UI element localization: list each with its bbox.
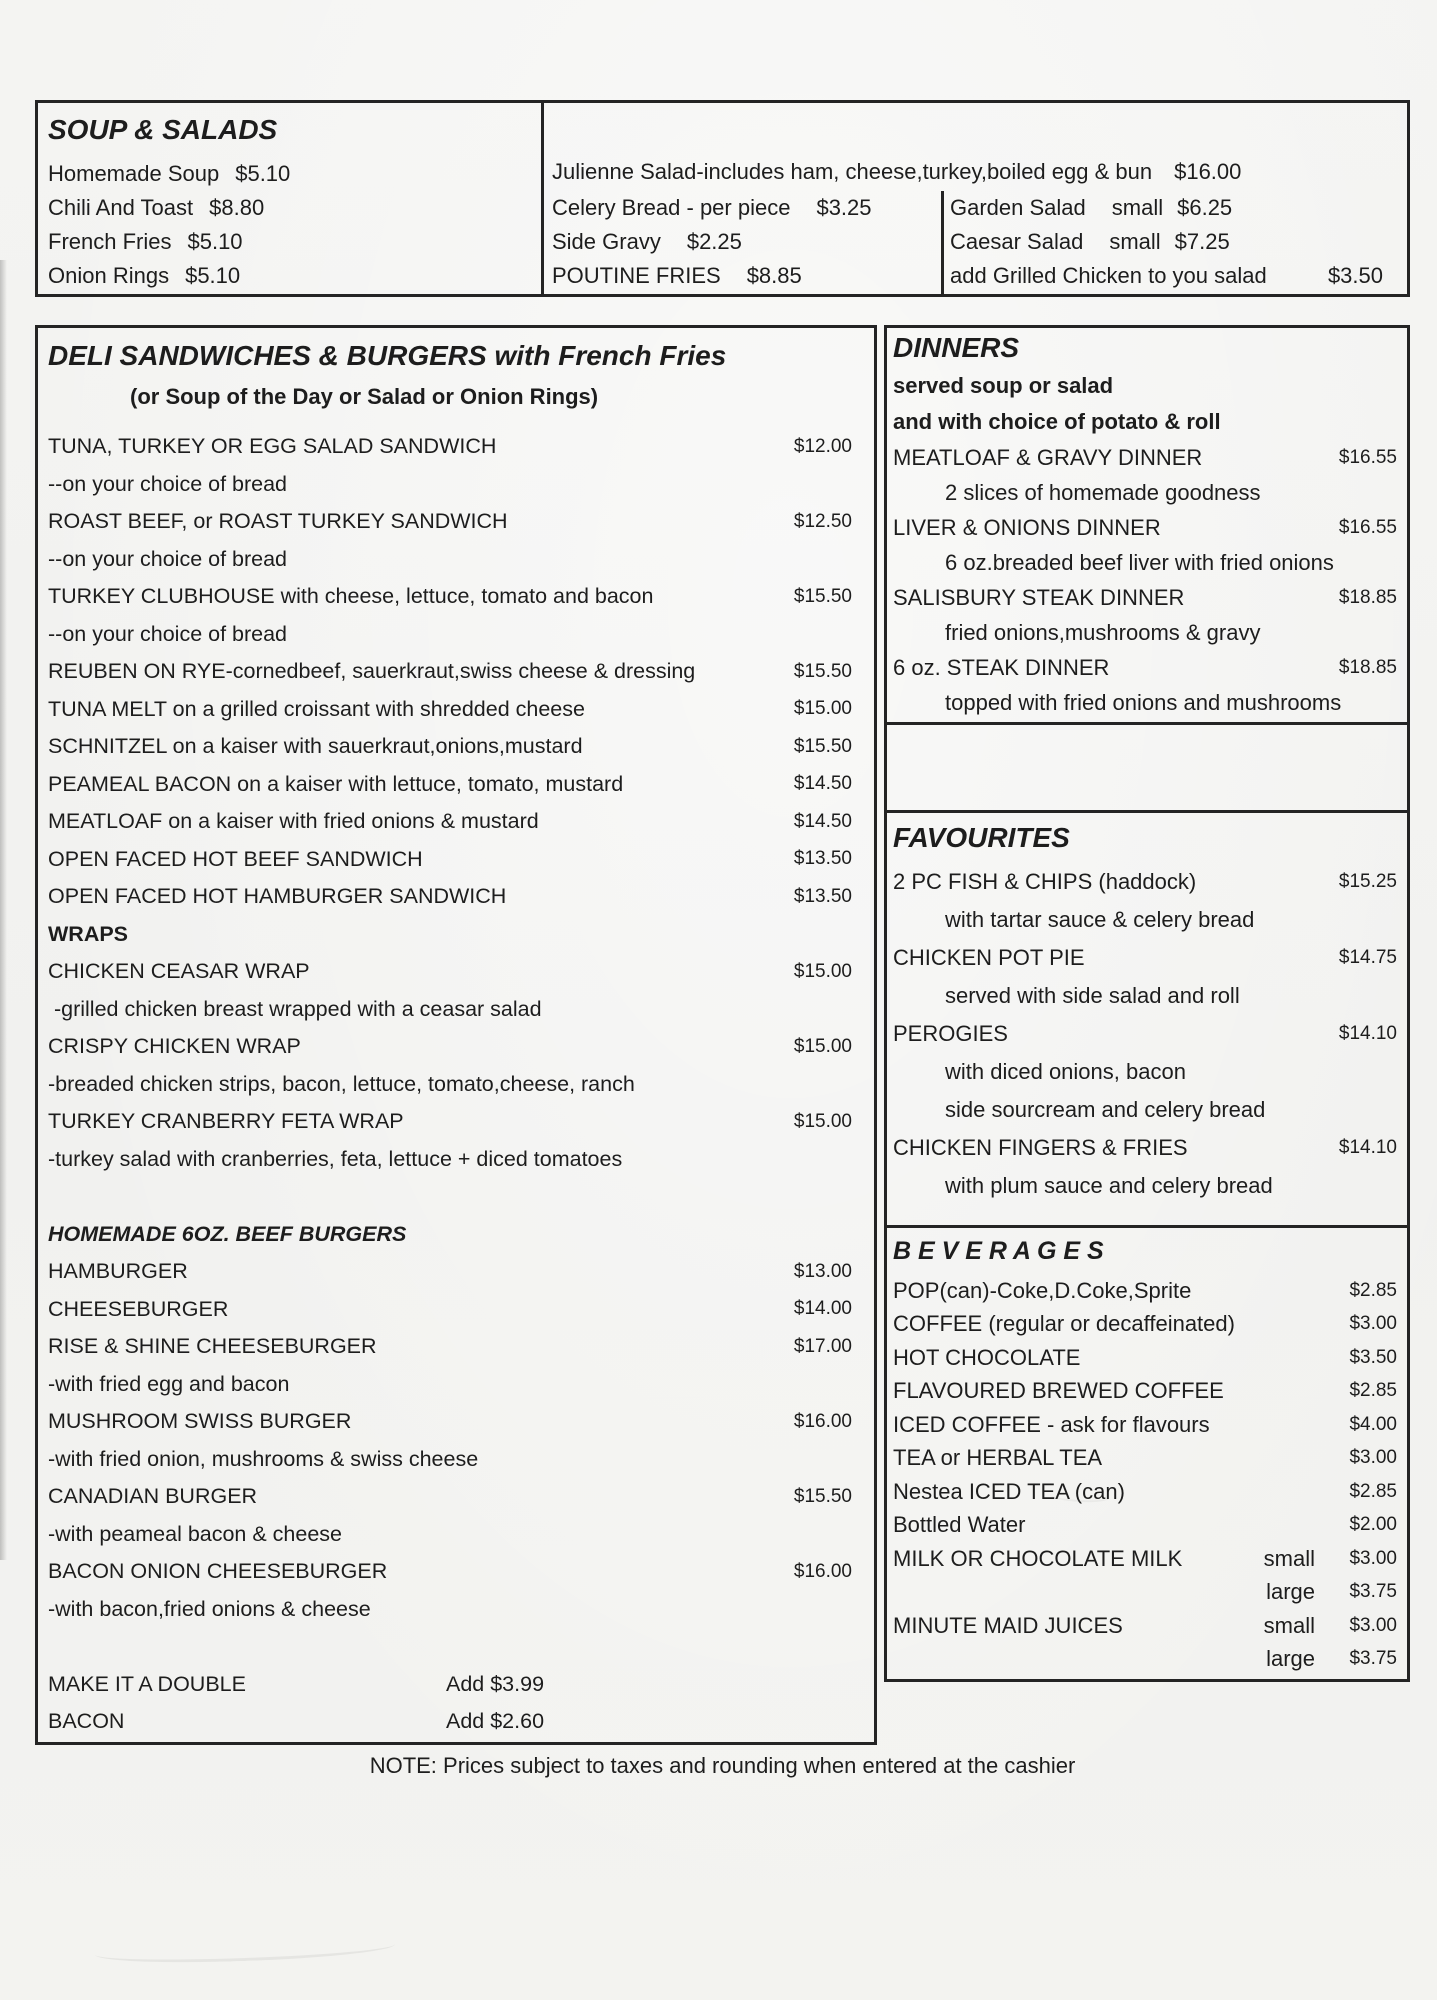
item-name: -with fried egg and bacon [48,1371,290,1396]
menu-item-row [893,1609,1407,1643]
item-price: $13.50 [793,848,852,870]
item-size: small [1263,1545,1315,1571]
item-price: $2.85 [1349,1480,1397,1502]
item-price: $15.50 [793,660,852,682]
menu-item-row [893,1408,1407,1442]
item-price: $13.00 [793,1260,852,1282]
menu-item-row [893,615,1407,650]
item-name: COFFEE (regular or decaffeinated) [893,1311,1235,1337]
menu-item-row [893,475,1407,510]
item-name: Onion Rings [48,263,170,288]
menu-item-row [552,191,932,225]
item-price: $7.25 [1174,229,1230,254]
item-name: 2 PC FISH & CHIPS (haddock) [893,869,1197,894]
item-price: $2.00 [1349,1514,1397,1536]
menu-item-row [48,1703,874,1741]
item-name: MEATLOAF on a kaiser with fried onions & mustard [48,809,539,834]
menu-item-row [893,1375,1407,1409]
menu-item-row [48,991,874,1029]
menu-item-row [48,728,874,766]
item-price: $13.50 [793,885,852,907]
item-name: add Grilled Chicken to you salad [950,263,1267,288]
menu-item-row [48,1141,874,1179]
item-price: Add $3.99 [446,1671,545,1696]
menu-item-row [893,650,1407,685]
item-size: large [1266,1646,1315,1672]
item-name: TURKEY CLUBHOUSE with cheese, lettuce, tomato and bacon [48,584,654,609]
item-name: --on your choice of bread [48,621,288,646]
item-name: HOT CHOCOLATE [893,1344,1081,1370]
item-name: Celery Bread - per piece [552,195,791,220]
menu-item-row [48,803,874,841]
menu-item-row [893,1091,1407,1129]
dinners-title: DINNERS [893,332,1020,363]
item-name: CHICKEN POT PIE [893,945,1085,970]
item-price: $12.00 [793,435,852,457]
item-name: ROAST BEEF, or ROAST TURKEY SANDWICH [48,509,508,534]
menu-item-row [893,1015,1407,1053]
item-name: FLAVOURED BREWED COFFEE [893,1378,1224,1404]
menu-item-row [48,466,874,504]
dinners-items [893,440,1407,720]
menu-item-row [893,510,1407,545]
item-name: OPEN FACED HOT BEEF SANDWICH [48,846,423,871]
menu-item-row [48,1478,874,1516]
item-name: served with side salad and roll [945,983,1240,1008]
menu-item-row [893,939,1407,977]
item-price: $4.00 [1349,1413,1397,1435]
dinners-note-2: and with choice of potato & roll [893,409,1221,434]
menu-item-row [893,545,1407,580]
item-price: $16.00 [793,1410,852,1432]
item-price: $15.00 [793,1110,852,1132]
menu-item-row [893,977,1407,1015]
menu-item-row [48,691,874,729]
item-name: SCHNITZEL on a kaiser with sauerkraut,onions,mustard [48,734,583,759]
item-name: Bottled Water [893,1512,1026,1538]
menu-item-row [48,1628,874,1666]
item-price: $2.25 [686,229,742,254]
menu-item-row [893,1442,1407,1476]
item-name: MILK OR CHOCOLATE MILK [893,1545,1183,1571]
item-price: $2.85 [1349,1279,1397,1301]
item-name: French Fries [48,229,172,254]
item-price: $12.50 [793,510,852,532]
menu-item-row [48,953,874,991]
menu-item-row [48,259,541,293]
item-name: Garden Salad [950,195,1086,220]
item-name: CHICKEN FINGERS & FRIES [893,1135,1188,1160]
item-price: $3.00 [1349,1547,1397,1569]
menu-item-row [893,685,1407,720]
item-name: LIVER & ONIONS DINNER [893,514,1161,540]
menu-item-row [48,578,874,616]
beverages-section [887,1225,1407,1679]
item-name: with tartar sauce & celery bread [945,907,1255,932]
item-price: $16.00 [793,1560,852,1582]
item-name: fried onions,mushrooms & gravy [945,619,1261,645]
item-name: REUBEN ON RYE-cornedbeef, sauerkraut,swiss cheese & dressing [48,659,696,684]
item-price: $5.10 [235,161,291,186]
beverages-items [893,1274,1407,1676]
item-price: $17.00 [793,1335,852,1357]
item-size: small [1263,1612,1315,1638]
menu-item-row [893,863,1407,901]
menu-item-row [48,428,874,466]
item-name: side sourcream and celery bread [945,1097,1266,1122]
julienne-salad-row [552,153,1399,191]
menu-item-row [893,1341,1407,1375]
item-price: $3.00 [1349,1614,1397,1636]
item-price: $15.00 [793,1035,852,1057]
menu-item-row [48,1178,874,1216]
item-price: $3.75 [1349,1648,1397,1670]
menu-item-row [48,225,541,259]
item-price: $14.00 [793,1298,852,1320]
item-price: $18.85 [1338,586,1397,608]
item-price: $15.00 [793,960,852,982]
item-name: MAKE IT A DOUBLE [48,1671,246,1696]
item-name: -with bacon,fried onions & cheese [48,1596,371,1621]
item-name: -with peameal bacon & cheese [48,1521,343,1546]
footer-note: NOTE: Prices subject to taxes and rounding when entered at the cashier [369,1753,1076,1778]
item-price: $18.85 [1338,656,1397,678]
item-price: $8.85 [746,263,802,288]
menu-item-row [893,1308,1407,1342]
item-name: CANADIAN BURGER [48,1484,258,1509]
item-name: 2 slices of homemade goodness [945,479,1261,505]
item-name: WRAPS [48,921,129,946]
menu-item-row [893,1167,1407,1205]
deli-subtitle: (or Soup of the Day or Salad or Onion Rings) [130,384,599,409]
menu-item-row [48,653,874,691]
soup-salads-items [48,157,541,293]
item-price: $5.10 [187,229,243,254]
item-price: $8.80 [209,195,265,220]
item-name: POP(can)-Coke,D.Coke,Sprite [893,1277,1192,1303]
item-price: $3.25 [816,195,872,220]
item-name: -with fried onion, mushrooms & swiss cheese [48,1446,479,1471]
item-price: $3.00 [1349,1313,1397,1335]
menu-item-row [48,1103,874,1141]
item-name: CHICKEN CEASAR WRAP [48,959,310,984]
menu-item-row [893,1274,1407,1308]
item-name: Side Gravy [552,229,661,254]
favourites-title: FAVOURITES [893,822,1070,853]
item-price: $5.10 [185,263,241,288]
item-name: BACON ONION CHEESEBURGER [48,1559,388,1584]
menu-item-row [893,1542,1407,1576]
item-name: TUNA, TURKEY OR EGG SALAD SANDWICH [48,434,497,459]
item-name: TUNA MELT on a grilled croissant with shredded cheese [48,696,585,721]
item-price: $16.00 [1174,159,1242,184]
item-price: $16.55 [1338,516,1397,538]
item-name: 6 oz. STEAK DINNER [893,654,1110,680]
soup-salads-title: SOUP & SALADS [48,114,278,145]
menu-item-row [48,916,874,954]
menu-item-row [893,580,1407,615]
menu-item-row [48,191,541,225]
item-name: Homemade Soup [48,161,220,186]
dinners-note-1: served soup or salad [893,373,1114,398]
item-name: topped with fried onions and mushrooms [945,689,1342,715]
menu-item-row [893,1643,1407,1677]
item-name: RISE & SHINE CHEESEBURGER [48,1334,377,1359]
item-size: small [1111,195,1164,220]
menu-item-row [48,1253,874,1291]
item-name: SALISBURY STEAK DINNER [893,584,1185,610]
menu-item-row [893,1576,1407,1610]
item-price: $14.50 [793,773,852,795]
item-price: $15.50 [793,585,852,607]
menu-item-row [48,1516,874,1554]
soup-salads-right-cell [941,191,1407,294]
item-name: ICED COFFEE - ask for flavours [893,1411,1210,1437]
deli-title: DELI SANDWICHES & BURGERS with French Fries [48,340,727,371]
item-name: TURKEY CRANBERRY FETA WRAP [48,1109,404,1134]
menu-item-row [48,1441,874,1479]
item-price: $2.85 [1349,1380,1397,1402]
menu-item-row [48,841,874,879]
beverages-title: B E V E R A G E S [893,1236,1104,1265]
item-name: with plum sauce and celery bread [945,1173,1273,1198]
item-name: Caesar Salad [950,229,1084,254]
item-price: $15.00 [793,698,852,720]
item-price: $15.50 [793,735,852,757]
menu-item-row [950,191,1407,225]
item-price: $3.50 [1349,1346,1397,1368]
soup-salads-middle-cell [552,191,932,294]
item-price: $3.75 [1349,1581,1397,1603]
item-size: small [1109,229,1161,254]
menu-item-row [552,225,932,259]
item-price: $3.50 [1327,263,1383,288]
dinners-section [887,328,1407,722]
item-name: Julienne Salad-includes ham, cheese,turkey,boiled egg & bun [552,159,1153,184]
menu-item-row [48,1066,874,1104]
item-name: CHEESEBURGER [48,1296,229,1321]
favourites-section [887,810,1407,1225]
scan-smudge [95,1933,396,1966]
item-price: $16.55 [1338,446,1397,468]
item-price: Add $2.60 [446,1709,545,1734]
menu-item-row [893,1053,1407,1091]
scan-edge-shadow [0,260,7,1560]
menu-item-row [48,878,874,916]
menu-item-row [48,1216,874,1254]
menu-item-row [48,1666,874,1704]
empty-section [887,722,1407,810]
item-name: BACON [48,1709,125,1734]
favourites-items [893,863,1407,1205]
item-name: POUTINE FRIES [552,263,721,288]
item-price: $15.50 [793,1485,852,1507]
menu-item-row [48,157,541,191]
item-name: --on your choice of bread [48,471,288,496]
soup-salads-left-cell [38,103,544,294]
item-price: $14.10 [1338,1023,1397,1044]
menu-item-row [48,503,874,541]
menu-item-row [893,901,1407,939]
deli-items [48,428,874,1741]
item-name: -turkey salad with cranberries, feta, lettuce + diced tomatoes [48,1146,623,1171]
item-name: HAMBURGER [48,1259,188,1284]
menu-item-row [48,616,874,654]
item-name: HOMEMADE 6OZ. BEEF BURGERS [48,1221,407,1246]
deli-section [35,325,877,1745]
item-name: -breaded chicken strips, bacon, lettuce, tomato,cheese, ranch [48,1071,635,1096]
menu-item-row [48,1328,874,1366]
menu-item-row [48,1553,874,1591]
menu-item-row [48,1403,874,1441]
item-price: $14.75 [1338,947,1397,968]
menu-item-row [893,440,1407,475]
menu-item-row [552,259,932,293]
item-name: OPEN FACED HOT HAMBURGER SANDWICH [48,884,507,909]
menu-item-row [950,225,1407,259]
menu-item-row [48,1028,874,1066]
item-name: -grilled chicken breast wrapped with a ceasar salad [48,996,542,1021]
menu-item-row [48,541,874,579]
item-name: PEAMEAL BACON on a kaiser with lettuce, tomato, mustard [48,771,624,796]
menu-item-row [893,1475,1407,1509]
menu-item-row [48,1591,874,1629]
item-name: with diced onions, bacon [945,1059,1186,1084]
item-name: TEA or HERBAL TEA [893,1445,1103,1471]
menu-item-row [893,1129,1407,1167]
item-name: Nestea ICED TEA (can) [893,1478,1125,1504]
right-column [884,325,1410,1682]
item-name: MUSHROOM SWISS BURGER [48,1409,352,1434]
item-price: $6.25 [1177,195,1233,220]
item-price: $14.10 [1338,1137,1397,1158]
menu-item-row [48,1366,874,1404]
menu-item-row [950,259,1407,293]
item-price: $3.00 [1349,1447,1397,1469]
item-price: $15.25 [1338,871,1397,892]
item-name: MEATLOAF & GRAVY DINNER [893,444,1203,470]
item-size: large [1266,1579,1315,1605]
item-name: PEROGIES [893,1021,1008,1046]
item-name: MINUTE MAID JUICES [893,1612,1123,1638]
menu-item-row [893,1509,1407,1543]
item-name: CRISPY CHICKEN WRAP [48,1034,301,1059]
soup-salads-section [35,100,1410,297]
menu-item-row [48,766,874,804]
item-name: --on your choice of bread [48,546,288,571]
item-name: 6 oz.breaded beef liver with fried onions [945,549,1334,575]
menu-item-row [48,1291,874,1329]
item-name: Chili And Toast [48,195,194,220]
item-price: $14.50 [793,810,852,832]
